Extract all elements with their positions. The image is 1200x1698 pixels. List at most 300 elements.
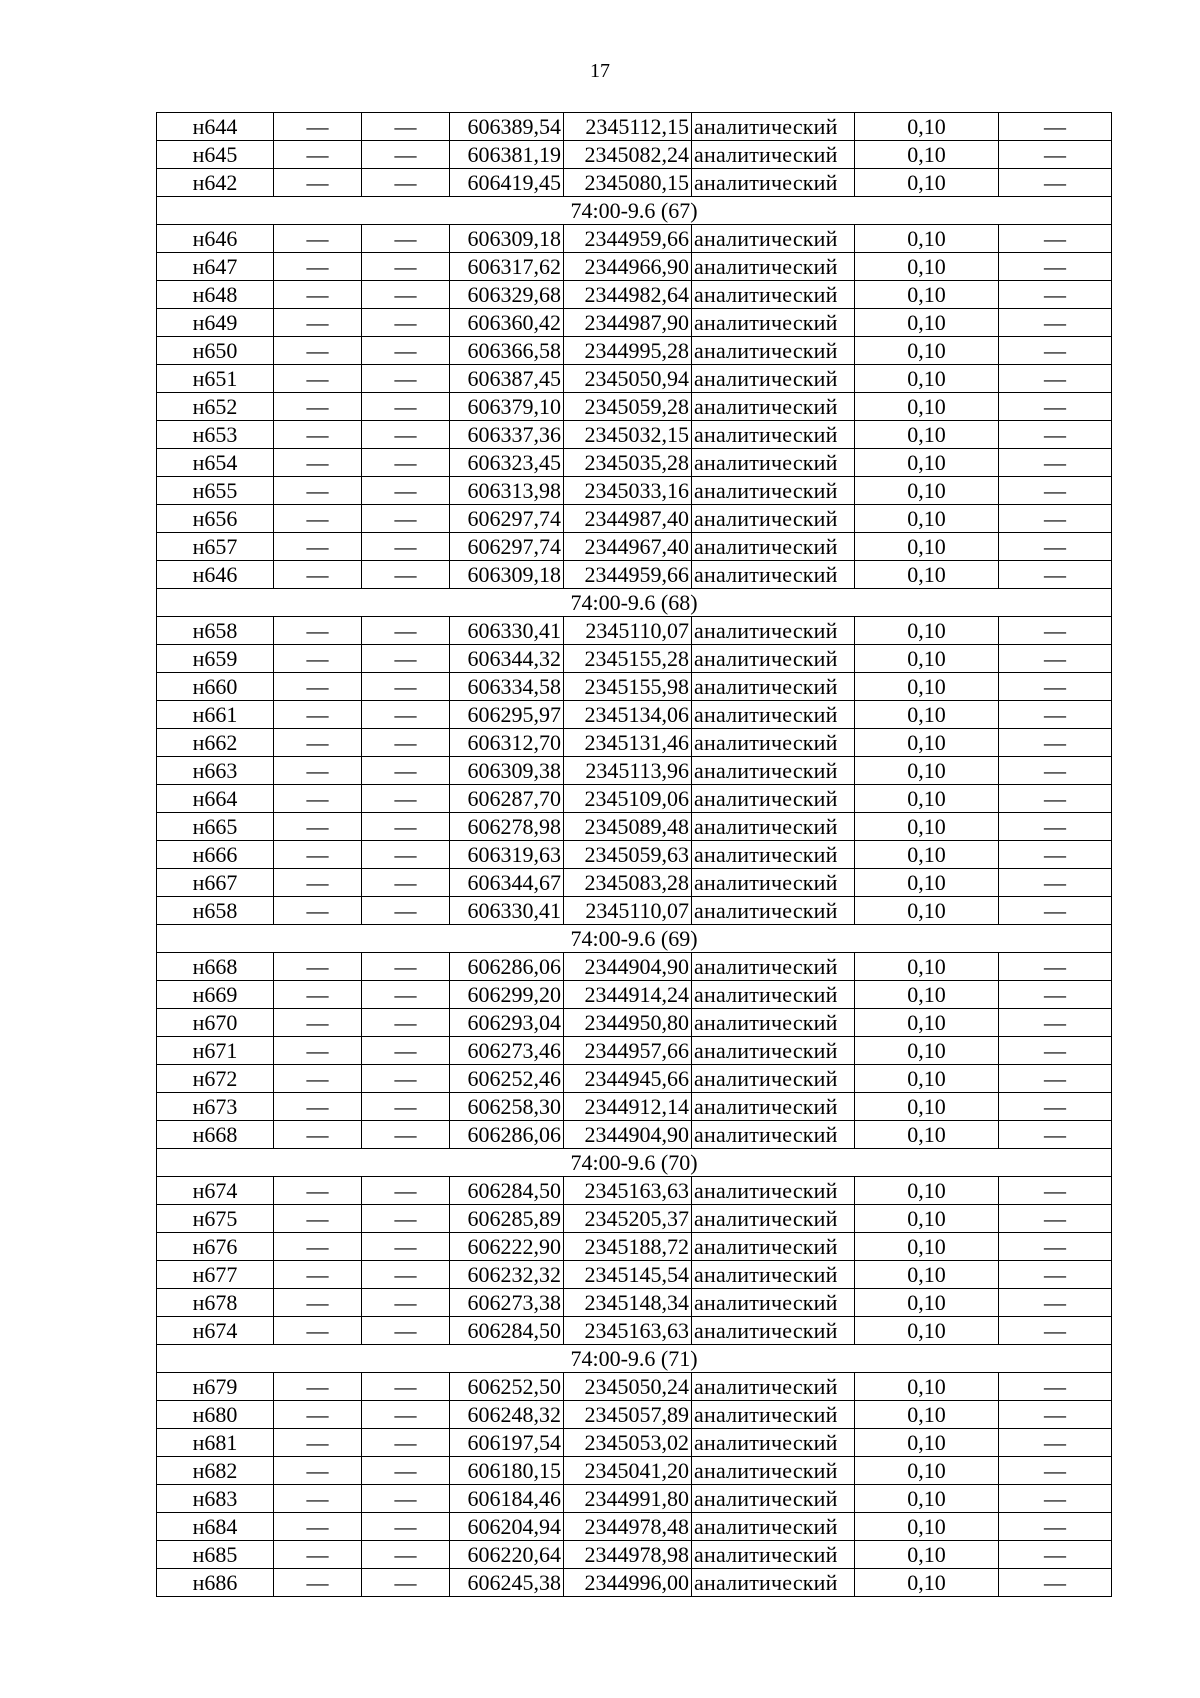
table-row: [157, 1569, 1112, 1597]
empty-dash-cell: —: [274, 1485, 362, 1513]
empty-dash-cell: —: [999, 1429, 1112, 1457]
precision-cell: 0,10: [855, 281, 999, 309]
method-cell: аналитический: [692, 1177, 855, 1205]
x-coordinate-cell: 606323,45: [450, 449, 564, 477]
point-id-cell: н669: [157, 981, 274, 1009]
empty-dash-cell: —: [999, 505, 1112, 533]
table-row: [157, 1457, 1112, 1485]
empty-dash-cell: —: [274, 561, 362, 589]
method-cell: аналитический: [692, 981, 855, 1009]
empty-dash-cell: —: [274, 953, 362, 981]
empty-dash-cell: —: [362, 1065, 450, 1093]
method-cell: аналитический: [692, 673, 855, 701]
empty-dash-cell: —: [362, 1121, 450, 1149]
empty-dash-cell: —: [274, 449, 362, 477]
x-coordinate-cell: 606334,58: [450, 673, 564, 701]
empty-dash-cell: —: [999, 757, 1112, 785]
point-id-cell: н658: [157, 897, 274, 925]
method-cell: аналитический: [692, 1121, 855, 1149]
empty-dash-cell: —: [274, 365, 362, 393]
empty-dash-cell: —: [274, 169, 362, 197]
y-coordinate-cell: 2344957,66: [564, 1037, 692, 1065]
table-row: [157, 981, 1112, 1009]
x-coordinate-cell: 606180,15: [450, 1457, 564, 1485]
empty-dash-cell: —: [362, 953, 450, 981]
section-label: 74:00-9.6 (69): [157, 925, 1112, 953]
empty-dash-cell: —: [362, 477, 450, 505]
empty-dash-cell: —: [274, 1541, 362, 1569]
table-row: [157, 673, 1112, 701]
point-id-cell: н650: [157, 337, 274, 365]
x-coordinate-cell: 606330,41: [450, 617, 564, 645]
empty-dash-cell: —: [999, 1261, 1112, 1289]
empty-dash-cell: —: [362, 365, 450, 393]
precision-cell: 0,10: [855, 1121, 999, 1149]
y-coordinate-cell: 2345163,63: [564, 1177, 692, 1205]
x-coordinate-cell: 606344,67: [450, 869, 564, 897]
empty-dash-cell: —: [999, 1121, 1112, 1149]
method-cell: аналитический: [692, 841, 855, 869]
x-coordinate-cell: 606381,19: [450, 141, 564, 169]
table-row: [157, 1289, 1112, 1317]
method-cell: аналитический: [692, 869, 855, 897]
y-coordinate-cell: 2345053,02: [564, 1429, 692, 1457]
section-header-row: [157, 1149, 1112, 1177]
point-id-cell: н674: [157, 1177, 274, 1205]
empty-dash-cell: —: [274, 281, 362, 309]
y-coordinate-cell: 2344959,66: [564, 561, 692, 589]
precision-cell: 0,10: [855, 169, 999, 197]
point-id-cell: н645: [157, 141, 274, 169]
empty-dash-cell: —: [362, 1513, 450, 1541]
empty-dash-cell: —: [274, 505, 362, 533]
table-row: [157, 757, 1112, 785]
precision-cell: 0,10: [855, 729, 999, 757]
precision-cell: 0,10: [855, 1317, 999, 1345]
method-cell: аналитический: [692, 1093, 855, 1121]
empty-dash-cell: —: [362, 337, 450, 365]
y-coordinate-cell: 2345035,28: [564, 449, 692, 477]
table-row: [157, 113, 1112, 141]
x-coordinate-cell: 606337,36: [450, 421, 564, 449]
table-row: [157, 1317, 1112, 1345]
table-row: [157, 841, 1112, 869]
empty-dash-cell: —: [362, 701, 450, 729]
method-cell: аналитический: [692, 169, 855, 197]
point-id-cell: н668: [157, 1121, 274, 1149]
method-cell: аналитический: [692, 617, 855, 645]
table-row: [157, 645, 1112, 673]
empty-dash-cell: —: [274, 533, 362, 561]
y-coordinate-cell: 2345188,72: [564, 1233, 692, 1261]
x-coordinate-cell: 606419,45: [450, 169, 564, 197]
method-cell: аналитический: [692, 1373, 855, 1401]
x-coordinate-cell: 606387,45: [450, 365, 564, 393]
empty-dash-cell: —: [362, 421, 450, 449]
empty-dash-cell: —: [999, 1177, 1112, 1205]
y-coordinate-cell: 2345041,20: [564, 1457, 692, 1485]
point-id-cell: н660: [157, 673, 274, 701]
method-cell: аналитический: [692, 1289, 855, 1317]
precision-cell: 0,10: [855, 477, 999, 505]
method-cell: аналитический: [692, 1317, 855, 1345]
y-coordinate-cell: 2344996,00: [564, 1569, 692, 1597]
empty-dash-cell: —: [362, 897, 450, 925]
empty-dash-cell: —: [274, 1037, 362, 1065]
empty-dash-cell: —: [274, 1401, 362, 1429]
empty-dash-cell: —: [362, 1457, 450, 1485]
y-coordinate-cell: 2345134,06: [564, 701, 692, 729]
empty-dash-cell: —: [274, 645, 362, 673]
method-cell: аналитический: [692, 337, 855, 365]
table-row: [157, 533, 1112, 561]
precision-cell: 0,10: [855, 1037, 999, 1065]
empty-dash-cell: —: [274, 1261, 362, 1289]
empty-dash-cell: —: [999, 309, 1112, 337]
y-coordinate-cell: 2344991,80: [564, 1485, 692, 1513]
x-coordinate-cell: 606287,70: [450, 785, 564, 813]
point-id-cell: н675: [157, 1205, 274, 1233]
precision-cell: 0,10: [855, 953, 999, 981]
y-coordinate-cell: 2345050,94: [564, 365, 692, 393]
precision-cell: 0,10: [855, 505, 999, 533]
x-coordinate-cell: 606312,70: [450, 729, 564, 757]
x-coordinate-cell: 606252,50: [450, 1373, 564, 1401]
point-id-cell: н670: [157, 1009, 274, 1037]
point-id-cell: н658: [157, 617, 274, 645]
empty-dash-cell: —: [274, 813, 362, 841]
method-cell: аналитический: [692, 393, 855, 421]
empty-dash-cell: —: [274, 421, 362, 449]
table-row: [157, 1373, 1112, 1401]
table-row: [157, 421, 1112, 449]
y-coordinate-cell: 2345145,54: [564, 1261, 692, 1289]
method-cell: аналитический: [692, 953, 855, 981]
empty-dash-cell: —: [999, 1037, 1112, 1065]
x-coordinate-cell: 606286,06: [450, 1121, 564, 1149]
empty-dash-cell: —: [362, 1317, 450, 1345]
y-coordinate-cell: 2345155,98: [564, 673, 692, 701]
method-cell: аналитический: [692, 1261, 855, 1289]
empty-dash-cell: —: [999, 449, 1112, 477]
coordinates-table: [156, 112, 1112, 1597]
empty-dash-cell: —: [999, 1457, 1112, 1485]
method-cell: аналитический: [692, 281, 855, 309]
empty-dash-cell: —: [362, 1261, 450, 1289]
precision-cell: 0,10: [855, 141, 999, 169]
table-row: [157, 393, 1112, 421]
empty-dash-cell: —: [274, 1177, 362, 1205]
point-id-cell: н678: [157, 1289, 274, 1317]
empty-dash-cell: —: [999, 1373, 1112, 1401]
y-coordinate-cell: 2344945,66: [564, 1065, 692, 1093]
empty-dash-cell: —: [362, 449, 450, 477]
empty-dash-cell: —: [999, 281, 1112, 309]
precision-cell: 0,10: [855, 1513, 999, 1541]
x-coordinate-cell: 606344,32: [450, 645, 564, 673]
table-row: [157, 505, 1112, 533]
empty-dash-cell: —: [274, 1513, 362, 1541]
method-cell: аналитический: [692, 897, 855, 925]
empty-dash-cell: —: [274, 253, 362, 281]
empty-dash-cell: —: [362, 1373, 450, 1401]
section-header-row: [157, 589, 1112, 617]
x-coordinate-cell: 606232,32: [450, 1261, 564, 1289]
precision-cell: 0,10: [855, 421, 999, 449]
empty-dash-cell: —: [362, 1485, 450, 1513]
empty-dash-cell: —: [362, 141, 450, 169]
empty-dash-cell: —: [274, 757, 362, 785]
point-id-cell: н653: [157, 421, 274, 449]
x-coordinate-cell: 606330,41: [450, 897, 564, 925]
empty-dash-cell: —: [362, 841, 450, 869]
y-coordinate-cell: 2344904,90: [564, 953, 692, 981]
table-row: [157, 953, 1112, 981]
point-id-cell: н649: [157, 309, 274, 337]
method-cell: аналитический: [692, 141, 855, 169]
method-cell: аналитический: [692, 477, 855, 505]
empty-dash-cell: —: [362, 533, 450, 561]
empty-dash-cell: —: [999, 393, 1112, 421]
table-row: [157, 281, 1112, 309]
precision-cell: 0,10: [855, 1289, 999, 1317]
method-cell: аналитический: [692, 449, 855, 477]
section-label: 74:00-9.6 (70): [157, 1149, 1112, 1177]
empty-dash-cell: —: [362, 785, 450, 813]
empty-dash-cell: —: [999, 421, 1112, 449]
method-cell: аналитический: [692, 1541, 855, 1569]
precision-cell: 0,10: [855, 785, 999, 813]
point-id-cell: н656: [157, 505, 274, 533]
empty-dash-cell: —: [362, 813, 450, 841]
precision-cell: 0,10: [855, 1457, 999, 1485]
point-id-cell: н677: [157, 1261, 274, 1289]
x-coordinate-cell: 606329,68: [450, 281, 564, 309]
empty-dash-cell: —: [362, 113, 450, 141]
x-coordinate-cell: 606284,50: [450, 1177, 564, 1205]
point-id-cell: н642: [157, 169, 274, 197]
y-coordinate-cell: 2345110,07: [564, 617, 692, 645]
precision-cell: 0,10: [855, 1429, 999, 1457]
y-coordinate-cell: 2345032,15: [564, 421, 692, 449]
y-coordinate-cell: 2345155,28: [564, 645, 692, 673]
precision-cell: 0,10: [855, 673, 999, 701]
empty-dash-cell: —: [999, 645, 1112, 673]
empty-dash-cell: —: [274, 729, 362, 757]
empty-dash-cell: —: [999, 1289, 1112, 1317]
empty-dash-cell: —: [274, 309, 362, 337]
empty-dash-cell: —: [362, 1009, 450, 1037]
table-row: [157, 729, 1112, 757]
point-id-cell: н664: [157, 785, 274, 813]
precision-cell: 0,10: [855, 841, 999, 869]
empty-dash-cell: —: [274, 225, 362, 253]
point-id-cell: н684: [157, 1513, 274, 1541]
empty-dash-cell: —: [999, 533, 1112, 561]
y-coordinate-cell: 2345033,16: [564, 477, 692, 505]
table-row: [157, 1513, 1112, 1541]
point-id-cell: н685: [157, 1541, 274, 1569]
method-cell: аналитический: [692, 757, 855, 785]
precision-cell: 0,10: [855, 617, 999, 645]
x-coordinate-cell: 606360,42: [450, 309, 564, 337]
method-cell: аналитический: [692, 561, 855, 589]
point-id-cell: н686: [157, 1569, 274, 1597]
y-coordinate-cell: 2345163,63: [564, 1317, 692, 1345]
empty-dash-cell: —: [274, 141, 362, 169]
y-coordinate-cell: 2345059,63: [564, 841, 692, 869]
y-coordinate-cell: 2345059,28: [564, 393, 692, 421]
y-coordinate-cell: 2345080,15: [564, 169, 692, 197]
section-label: 74:00-9.6 (71): [157, 1345, 1112, 1373]
method-cell: аналитический: [692, 1065, 855, 1093]
empty-dash-cell: —: [274, 1121, 362, 1149]
empty-dash-cell: —: [362, 225, 450, 253]
precision-cell: 0,10: [855, 757, 999, 785]
precision-cell: 0,10: [855, 253, 999, 281]
table-row: [157, 365, 1112, 393]
precision-cell: 0,10: [855, 1065, 999, 1093]
point-id-cell: н672: [157, 1065, 274, 1093]
y-coordinate-cell: 2344987,90: [564, 309, 692, 337]
method-cell: аналитический: [692, 505, 855, 533]
section-label: 74:00-9.6 (67): [157, 197, 1112, 225]
y-coordinate-cell: 2345057,89: [564, 1401, 692, 1429]
point-id-cell: н662: [157, 729, 274, 757]
table-row: [157, 337, 1112, 365]
table-row: [157, 141, 1112, 169]
empty-dash-cell: —: [274, 1317, 362, 1345]
x-coordinate-cell: 606297,74: [450, 533, 564, 561]
y-coordinate-cell: 2344912,14: [564, 1093, 692, 1121]
empty-dash-cell: —: [362, 253, 450, 281]
empty-dash-cell: —: [999, 1485, 1112, 1513]
section-label: 74:00-9.6 (68): [157, 589, 1112, 617]
point-id-cell: н663: [157, 757, 274, 785]
precision-cell: 0,10: [855, 645, 999, 673]
x-coordinate-cell: 606286,06: [450, 953, 564, 981]
table-row: [157, 1261, 1112, 1289]
method-cell: аналитический: [692, 1513, 855, 1541]
empty-dash-cell: —: [999, 729, 1112, 757]
empty-dash-cell: —: [999, 365, 1112, 393]
method-cell: аналитический: [692, 421, 855, 449]
point-id-cell: н648: [157, 281, 274, 309]
method-cell: аналитический: [692, 1569, 855, 1597]
x-coordinate-cell: 606273,46: [450, 1037, 564, 1065]
table-row: [157, 1065, 1112, 1093]
method-cell: аналитический: [692, 701, 855, 729]
section-header-row: [157, 1345, 1112, 1373]
y-coordinate-cell: 2344914,24: [564, 981, 692, 1009]
empty-dash-cell: —: [274, 1373, 362, 1401]
empty-dash-cell: —: [999, 1093, 1112, 1121]
method-cell: аналитический: [692, 533, 855, 561]
empty-dash-cell: —: [274, 841, 362, 869]
point-id-cell: н661: [157, 701, 274, 729]
point-id-cell: н651: [157, 365, 274, 393]
table-row: [157, 1205, 1112, 1233]
empty-dash-cell: —: [274, 1093, 362, 1121]
table-row: [157, 1429, 1112, 1457]
table-row: [157, 813, 1112, 841]
table-row: [157, 1009, 1112, 1037]
precision-cell: 0,10: [855, 449, 999, 477]
precision-cell: 0,10: [855, 1177, 999, 1205]
point-id-cell: н655: [157, 477, 274, 505]
table-row: [157, 1485, 1112, 1513]
method-cell: аналитический: [692, 253, 855, 281]
x-coordinate-cell: 606184,46: [450, 1485, 564, 1513]
method-cell: аналитический: [692, 1429, 855, 1457]
empty-dash-cell: —: [274, 897, 362, 925]
x-coordinate-cell: 606284,50: [450, 1317, 564, 1345]
empty-dash-cell: —: [362, 757, 450, 785]
empty-dash-cell: —: [362, 729, 450, 757]
empty-dash-cell: —: [274, 1065, 362, 1093]
empty-dash-cell: —: [999, 1205, 1112, 1233]
empty-dash-cell: —: [362, 1429, 450, 1457]
empty-dash-cell: —: [274, 1569, 362, 1597]
x-coordinate-cell: 606245,38: [450, 1569, 564, 1597]
point-id-cell: н652: [157, 393, 274, 421]
table-row: [157, 477, 1112, 505]
point-id-cell: н666: [157, 841, 274, 869]
table-row: [157, 1541, 1112, 1569]
y-coordinate-cell: 2345112,15: [564, 113, 692, 141]
empty-dash-cell: —: [362, 393, 450, 421]
empty-dash-cell: —: [274, 1289, 362, 1317]
page-number: 17: [590, 60, 610, 82]
x-coordinate-cell: 606204,94: [450, 1513, 564, 1541]
empty-dash-cell: —: [274, 981, 362, 1009]
empty-dash-cell: —: [999, 1513, 1112, 1541]
x-coordinate-cell: 606309,18: [450, 225, 564, 253]
empty-dash-cell: —: [999, 141, 1112, 169]
point-id-cell: н683: [157, 1485, 274, 1513]
x-coordinate-cell: 606366,58: [450, 337, 564, 365]
table-row: [157, 785, 1112, 813]
x-coordinate-cell: 606278,98: [450, 813, 564, 841]
empty-dash-cell: —: [999, 225, 1112, 253]
empty-dash-cell: —: [274, 869, 362, 897]
empty-dash-cell: —: [362, 1233, 450, 1261]
empty-dash-cell: —: [274, 617, 362, 645]
y-coordinate-cell: 2345082,24: [564, 141, 692, 169]
empty-dash-cell: —: [999, 1569, 1112, 1597]
y-coordinate-cell: 2345050,24: [564, 1373, 692, 1401]
precision-cell: 0,10: [855, 701, 999, 729]
y-coordinate-cell: 2344982,64: [564, 281, 692, 309]
y-coordinate-cell: 2344959,66: [564, 225, 692, 253]
empty-dash-cell: —: [362, 281, 450, 309]
table-row: [157, 561, 1112, 589]
y-coordinate-cell: 2344967,40: [564, 533, 692, 561]
x-coordinate-cell: 606379,10: [450, 393, 564, 421]
empty-dash-cell: —: [999, 701, 1112, 729]
empty-dash-cell: —: [274, 701, 362, 729]
precision-cell: 0,10: [855, 1541, 999, 1569]
x-coordinate-cell: 606222,90: [450, 1233, 564, 1261]
method-cell: аналитический: [692, 365, 855, 393]
section-header-row: [157, 925, 1112, 953]
method-cell: аналитический: [692, 225, 855, 253]
method-cell: аналитический: [692, 113, 855, 141]
empty-dash-cell: —: [362, 645, 450, 673]
x-coordinate-cell: 606248,32: [450, 1401, 564, 1429]
method-cell: аналитический: [692, 813, 855, 841]
empty-dash-cell: —: [362, 1289, 450, 1317]
